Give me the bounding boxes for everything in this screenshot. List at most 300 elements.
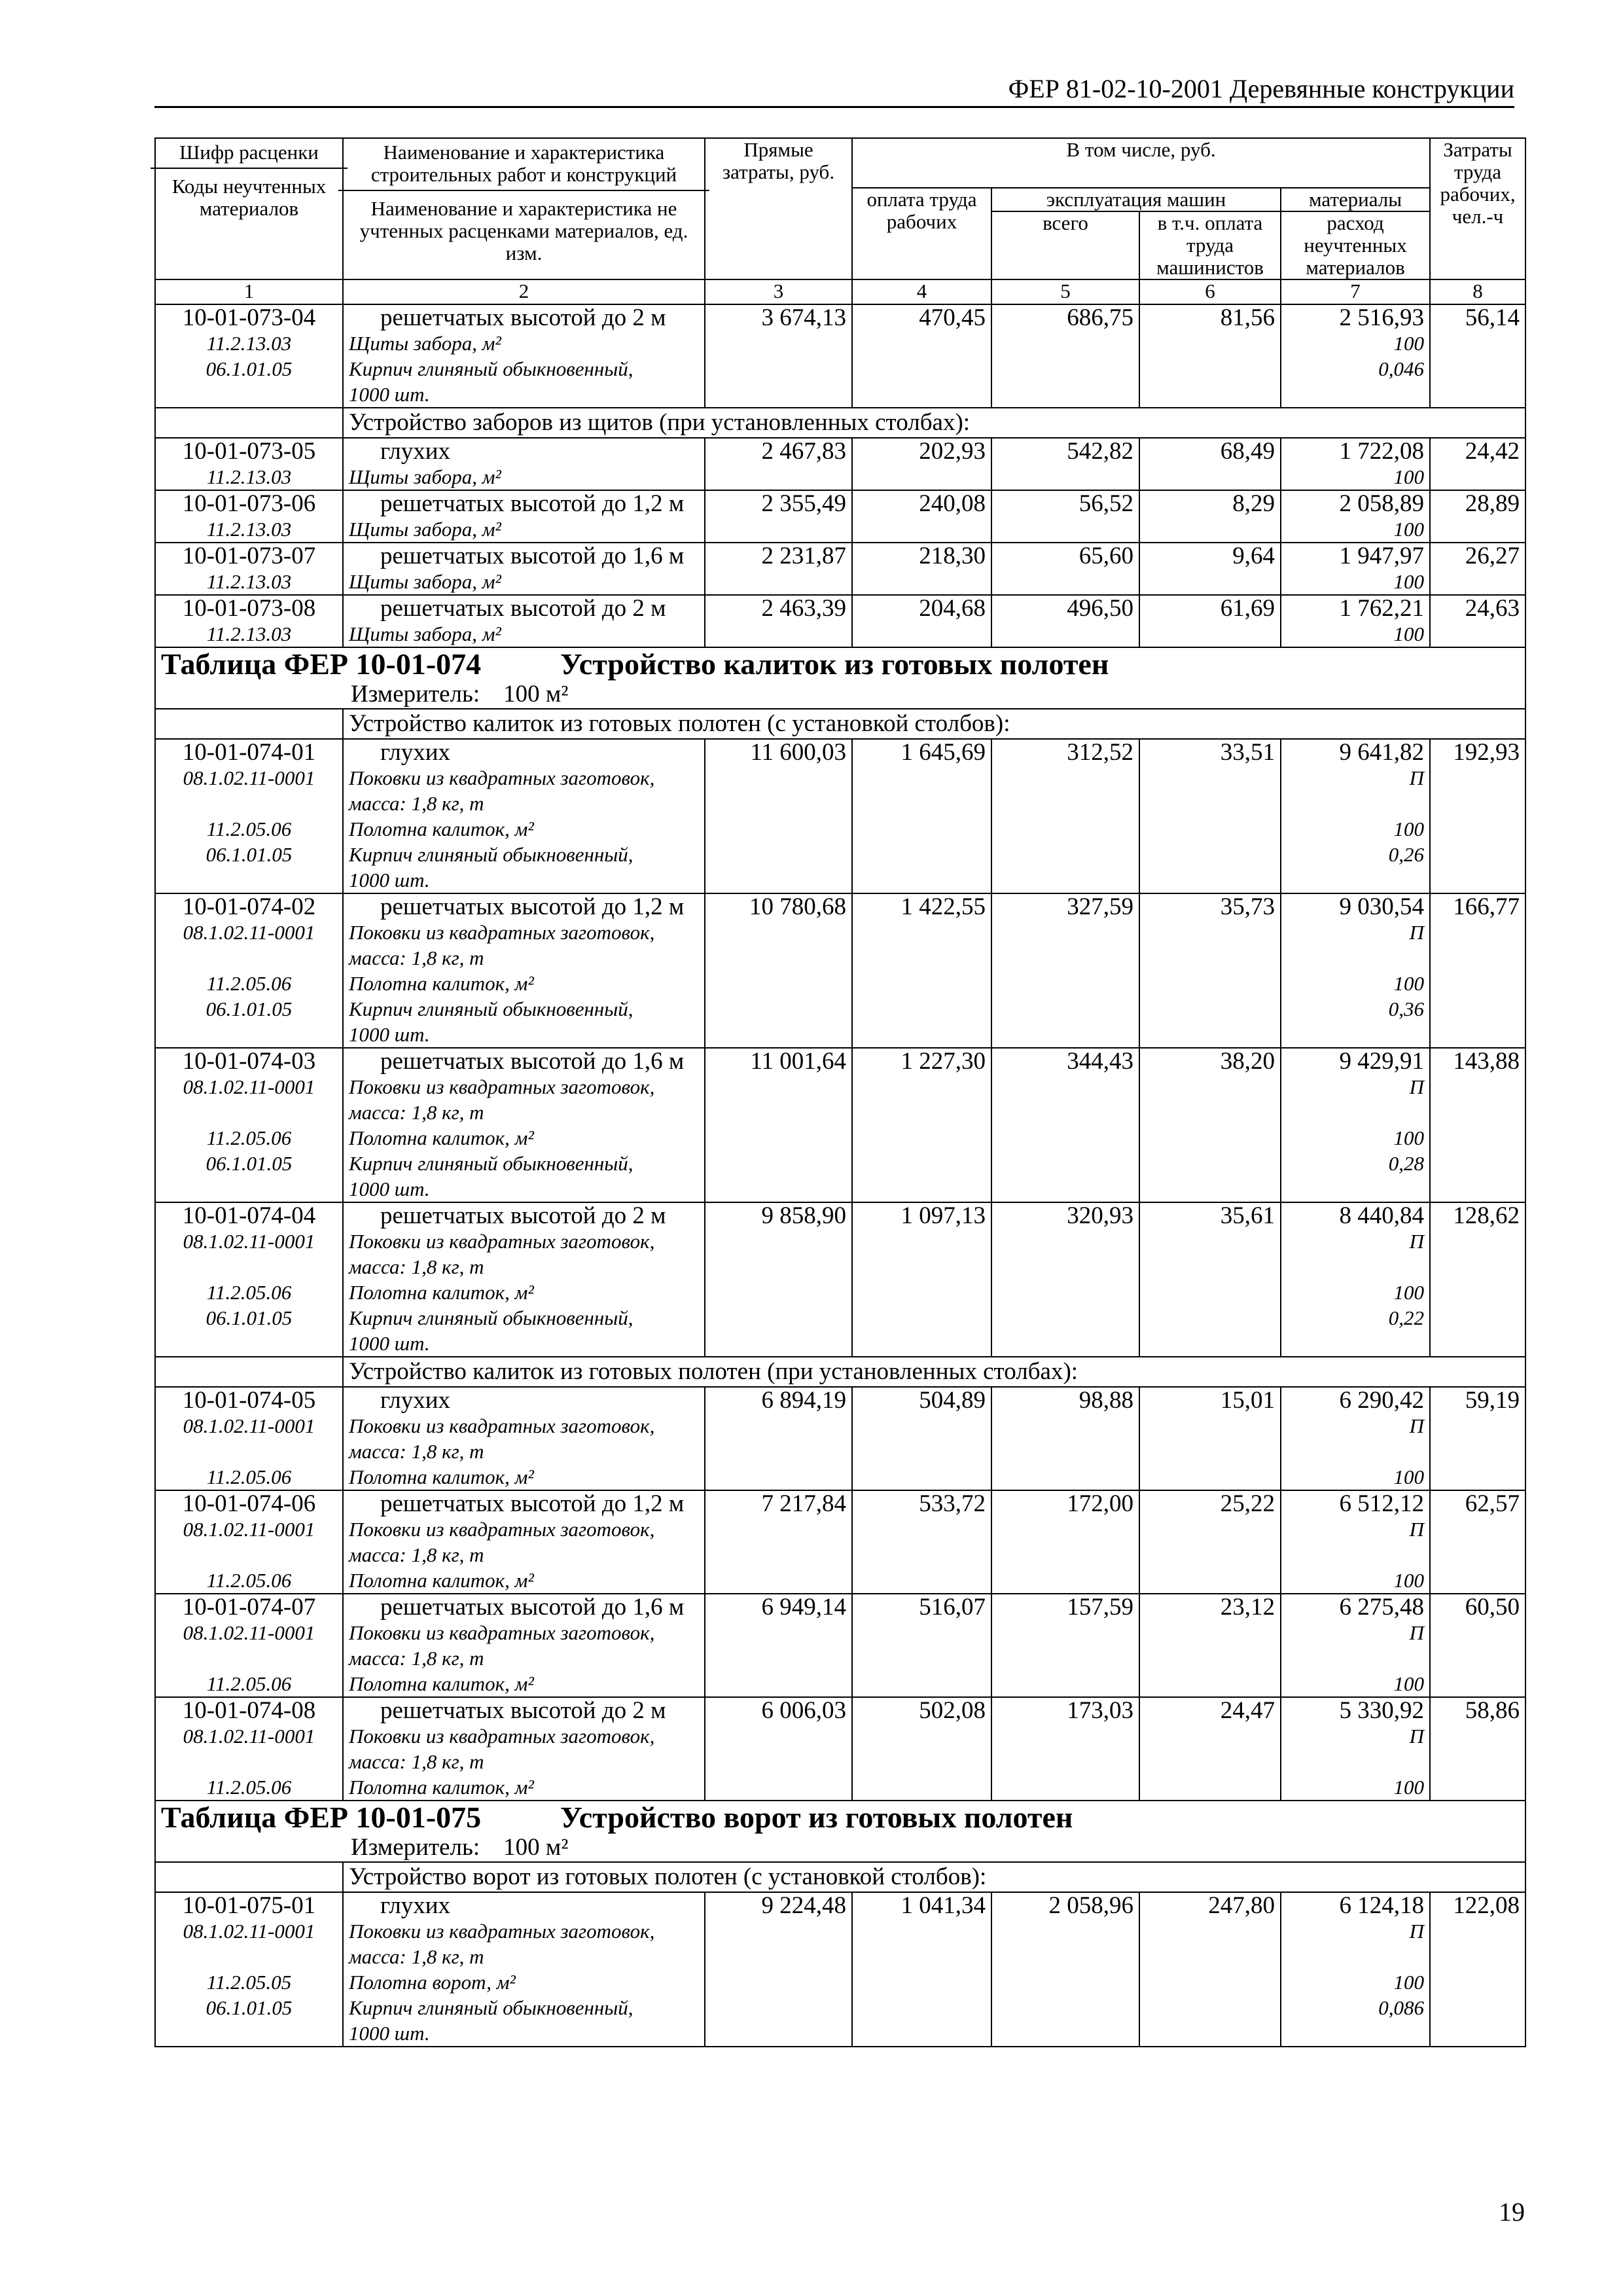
header-shifr: Шифр расценки — [151, 139, 348, 169]
wage-cost-cell — [852, 1697, 991, 1801]
rate-name: глухих — [380, 438, 451, 465]
rate-code-cell — [155, 1892, 343, 2047]
column-number: 5 — [991, 279, 1139, 304]
material-code — [161, 1645, 337, 1671]
material-qty — [1287, 1100, 1424, 1125]
machines-wage-cost-cell — [1139, 438, 1281, 490]
material-qty: П — [1409, 1518, 1425, 1541]
wage-cost: 470,45 — [919, 304, 986, 331]
direct-cost-cell — [705, 1048, 852, 1202]
note-spacer — [155, 1862, 343, 1892]
table-header — [155, 138, 1525, 304]
material-code — [161, 791, 337, 816]
rate-row — [155, 1697, 1525, 1801]
material-qty: 100 — [1393, 1281, 1425, 1304]
direct-cost: 6 894,19 — [761, 1387, 846, 1414]
material-code: 11.2.05.06 — [206, 1569, 292, 1592]
labor-hours: 24,42 — [1465, 438, 1520, 465]
rate-name-cell — [343, 1387, 705, 1490]
machines-wage-cost: 24,47 — [1220, 1697, 1275, 1724]
rate-name-cell — [343, 490, 705, 543]
material-name: масса: 1,8 кг, т — [349, 1750, 484, 1773]
rates-table — [154, 137, 1526, 2047]
wage-cost: 240,08 — [919, 490, 986, 517]
material-code: 11.2.13.03 — [206, 570, 292, 593]
rate-row — [155, 1202, 1525, 1357]
header-machines: эксплуатация машин — [991, 188, 1281, 211]
labor-hours: 58,86 — [1465, 1697, 1520, 1724]
measure-cell — [155, 1834, 1525, 1862]
material-code: 11.2.05.06 — [206, 1126, 292, 1149]
machines-cost: 2 058,96 — [1048, 1892, 1133, 1919]
direct-cost: 7 217,84 — [761, 1490, 846, 1517]
header-direct: Прямые затраты, руб. — [705, 138, 852, 279]
rate-name: глухих — [380, 1892, 451, 1919]
wage-cost: 504,89 — [919, 1387, 986, 1414]
materials-cost: 1 947,97 — [1339, 543, 1425, 569]
rate-code-cell — [155, 1697, 343, 1801]
material-qty: 100 — [1393, 817, 1425, 840]
machines-wage-cost-cell — [1139, 1490, 1281, 1594]
rate-name-cell — [343, 1490, 705, 1594]
rate-row — [155, 893, 1525, 1048]
labor-cell — [1430, 739, 1525, 893]
rate-code-cell — [155, 1594, 343, 1697]
wage-cost: 218,30 — [919, 543, 986, 569]
direct-cost-cell — [705, 438, 852, 490]
material-name: Поковки из квадратных заготовок, — [349, 921, 655, 944]
material-qty — [1287, 1749, 1424, 1774]
material-name: Кирпич глиняный обыкновенный, — [349, 997, 633, 1020]
machines-wage-cost: 23,12 — [1220, 1594, 1275, 1621]
wage-cost-cell — [852, 304, 991, 408]
direct-cost-cell — [705, 739, 852, 893]
direct-cost: 2 231,87 — [761, 543, 846, 569]
labor-hours: 166,77 — [1453, 893, 1520, 920]
machines-cost-cell — [991, 1697, 1139, 1801]
direct-cost-cell — [705, 1202, 852, 1357]
rate-name: решетчатых высотой до 1,2 м — [380, 1490, 685, 1517]
material-code — [161, 1439, 337, 1464]
labor-hours: 56,14 — [1465, 304, 1520, 331]
wage-cost: 1 041,34 — [901, 1892, 986, 1919]
measure-row — [155, 681, 1525, 709]
section-note — [343, 1862, 1525, 1892]
materials-cell — [1281, 543, 1430, 595]
labor-hours: 143,88 — [1453, 1048, 1520, 1075]
labor-cell — [1430, 438, 1525, 490]
machines-cost: 98,88 — [1079, 1387, 1133, 1414]
rate-name-cell — [343, 543, 705, 595]
material-name: масса: 1,8 кг, т — [349, 1647, 484, 1670]
rate-row — [155, 1594, 1525, 1697]
material-name: Полотна калиток, м² — [349, 1569, 534, 1592]
section-note — [343, 408, 1525, 438]
materials-cell — [1281, 304, 1430, 408]
material-code — [161, 1331, 337, 1356]
machines-wage-cost: 35,61 — [1220, 1202, 1275, 1229]
material-qty: 100 — [1393, 1465, 1425, 1488]
machines-cost: 172,00 — [1067, 1490, 1133, 1517]
rate-name: решетчатых высотой до 2 м — [380, 595, 666, 622]
machines-wage-cost-cell — [1139, 490, 1281, 543]
material-name: Полотна калиток, м² — [349, 1672, 534, 1695]
labor-cell — [1430, 1594, 1525, 1697]
rate-code: 10-01-074-08 — [182, 1697, 316, 1724]
direct-cost-cell — [705, 490, 852, 543]
materials-cost: 1 762,21 — [1339, 595, 1425, 622]
header-names — [343, 138, 705, 279]
labor-cell — [1430, 490, 1525, 543]
machines-cost: 344,43 — [1067, 1048, 1133, 1075]
material-code — [161, 1944, 337, 1969]
labor-hours: 26,27 — [1465, 543, 1520, 569]
material-qty: 100 — [1393, 1672, 1425, 1695]
material-code: 11.2.13.03 — [206, 622, 292, 645]
material-qty: П — [1409, 1414, 1425, 1437]
rate-name: глухих — [380, 1387, 451, 1414]
rate-code: 10-01-074-05 — [182, 1387, 316, 1414]
section-note — [343, 709, 1525, 739]
materials-cell — [1281, 1048, 1430, 1202]
rate-name-cell — [343, 1202, 705, 1357]
material-name: масса: 1,8 кг, т — [349, 1101, 484, 1124]
material-code: 08.1.02.11-0001 — [183, 1920, 315, 1943]
measure-label: Измеритель: — [351, 1834, 480, 1861]
direct-cost: 11 001,64 — [750, 1048, 846, 1075]
note-spacer — [155, 1357, 343, 1387]
rate-row — [155, 1892, 1525, 2047]
material-code: 11.2.05.06 — [206, 1465, 292, 1488]
material-code: 06.1.01.05 — [205, 843, 293, 866]
rate-name-cell — [343, 893, 705, 1048]
material-qty: П — [1409, 1725, 1425, 1748]
wage-cost-cell — [852, 490, 991, 543]
material-name: Щиты забора, м² — [349, 332, 501, 355]
rate-row — [155, 543, 1525, 595]
machines-cost-cell — [991, 304, 1139, 408]
rate-code-cell — [155, 438, 343, 490]
table-code: Таблица ФЕР 10-01-075 — [161, 1801, 482, 1834]
machines-cost: 542,82 — [1067, 438, 1133, 465]
rate-name: решетчатых высотой до 2 м — [380, 1697, 666, 1724]
machines-cost: 56,52 — [1079, 490, 1133, 517]
rate-code-cell — [155, 1048, 343, 1202]
rate-row — [155, 438, 1525, 490]
machines-cost: 686,75 — [1067, 304, 1133, 331]
section-note-text: Устройство калиток из готовых полотен (при установленных столбах): — [349, 1358, 1079, 1385]
table-heading-row — [155, 1801, 1525, 1834]
labor-hours: 28,89 — [1465, 490, 1520, 517]
wage-cost-cell — [852, 739, 991, 893]
material-code — [161, 1022, 337, 1047]
material-code: 06.1.01.05 — [205, 357, 293, 380]
section-note-text: Устройство калиток из готовых полотен (с установкой столбов): — [349, 710, 1010, 737]
wage-cost: 502,08 — [919, 1697, 986, 1724]
column-number: 6 — [1139, 279, 1281, 304]
materials-cost: 2 058,89 — [1339, 490, 1425, 517]
machines-cost-cell — [991, 1202, 1139, 1357]
material-qty: П — [1409, 1230, 1425, 1253]
material-qty — [1287, 2020, 1424, 2046]
rate-row — [155, 1387, 1525, 1490]
material-qty: П — [1409, 1621, 1425, 1644]
direct-cost-cell — [705, 1892, 852, 2047]
rate-code: 10-01-074-04 — [182, 1202, 316, 1229]
material-qty — [1287, 1254, 1424, 1280]
machines-cost-cell — [991, 438, 1139, 490]
wage-cost: 202,93 — [919, 438, 986, 465]
labor-cell — [1430, 1697, 1525, 1801]
labor-cell — [1430, 543, 1525, 595]
rate-code-cell — [155, 1202, 343, 1357]
material-code — [161, 1254, 337, 1280]
wage-cost: 1 645,69 — [901, 739, 986, 766]
material-name: Поковки из квадратных заготовок, — [349, 1414, 655, 1437]
material-name: Щиты забора, м² — [349, 570, 501, 593]
header-codes: Коды неучтенных материалов — [171, 175, 327, 220]
rate-code-cell — [155, 1387, 343, 1490]
machines-wage-cost: 25,22 — [1220, 1490, 1275, 1517]
machines-wage-cost-cell — [1139, 543, 1281, 595]
material-qty — [1287, 1944, 1424, 1969]
rate-code-cell — [155, 1490, 343, 1594]
labor-cell — [1430, 595, 1525, 647]
machines-wage-cost-cell — [1139, 739, 1281, 893]
material-name: 1000 шт. — [349, 869, 430, 891]
material-name: масса: 1,8 кг, т — [349, 792, 484, 815]
note-spacer — [155, 709, 343, 739]
rate-row — [155, 1490, 1525, 1594]
machines-wage-cost: 33,51 — [1220, 739, 1275, 766]
rate-code: 10-01-073-07 — [182, 543, 316, 569]
rate-name: решетчатых высотой до 2 м — [380, 1202, 666, 1229]
rate-name-cell — [343, 1892, 705, 2047]
machines-wage-cost-cell — [1139, 1387, 1281, 1490]
material-qty: 100 — [1393, 570, 1425, 593]
material-code: 11.2.05.06 — [206, 1776, 292, 1799]
rate-code-cell — [155, 893, 343, 1048]
material-name: Кирпич глиняный обыкновенный, — [349, 357, 633, 380]
material-qty — [1287, 1645, 1424, 1671]
material-qty: 100 — [1393, 622, 1425, 645]
direct-cost: 2 463,39 — [761, 595, 846, 622]
direct-cost: 2 467,83 — [761, 438, 846, 465]
material-name: Кирпич глиняный обыкновенный, — [349, 843, 633, 866]
material-name: 1000 шт. — [349, 2022, 430, 2045]
material-code: 11.2.05.05 — [206, 1971, 292, 1994]
wage-cost-cell — [852, 438, 991, 490]
machines-wage-cost: 68,49 — [1220, 438, 1275, 465]
material-code — [161, 945, 337, 971]
materials-cell — [1281, 1594, 1430, 1697]
table-body — [155, 304, 1525, 2047]
material-qty: 100 — [1393, 332, 1425, 355]
wage-cost-cell — [852, 1490, 991, 1594]
materials-cell — [1281, 893, 1430, 1048]
rate-row — [155, 595, 1525, 647]
rate-code-cell — [155, 739, 343, 893]
materials-cost: 9 030,54 — [1339, 893, 1425, 920]
wage-cost: 204,68 — [919, 595, 986, 622]
direct-cost-cell — [705, 1387, 852, 1490]
rate-code-cell — [155, 595, 343, 647]
machines-cost-cell — [991, 1048, 1139, 1202]
section-note-row — [155, 1357, 1525, 1387]
wage-cost-cell — [852, 1387, 991, 1490]
section-note-row — [155, 709, 1525, 739]
material-code: 06.1.01.05 — [205, 997, 293, 1020]
material-code — [161, 1176, 337, 1202]
wage-cost-cell — [852, 1892, 991, 2047]
machines-cost: 496,50 — [1067, 595, 1133, 622]
wage-cost-cell — [852, 595, 991, 647]
material-code: 06.1.01.05 — [205, 1996, 293, 2019]
header-name-bottom: Наименование и характеристика не учтенных расценками материалов, ед. изм. — [359, 197, 688, 264]
material-name: Полотна калиток, м² — [349, 1281, 534, 1304]
rate-code: 10-01-074-06 — [182, 1490, 316, 1517]
machines-cost: 327,59 — [1067, 893, 1133, 920]
material-qty: П — [1409, 921, 1425, 944]
page-number: 19 — [1499, 2197, 1525, 2227]
material-name: 1000 шт. — [349, 1332, 430, 1355]
direct-cost: 6 006,03 — [761, 1697, 846, 1724]
materials-cell — [1281, 1202, 1430, 1357]
direct-cost: 6 949,14 — [761, 1594, 846, 1621]
material-code: 11.2.13.03 — [206, 332, 292, 355]
note-spacer — [155, 408, 343, 438]
materials-cell — [1281, 739, 1430, 893]
measure-unit: 100 м² — [503, 1834, 569, 1861]
material-name: Поковки из квадратных заготовок, — [349, 1920, 655, 1943]
rate-name: решетчатых высотой до 1,6 м — [380, 1048, 685, 1075]
measure-row — [155, 1834, 1525, 1862]
rate-name-cell — [343, 438, 705, 490]
column-number: 4 — [852, 279, 991, 304]
machines-cost-cell — [991, 1892, 1139, 2047]
direct-cost-cell — [705, 595, 852, 647]
material-qty: 0,046 — [1378, 357, 1425, 380]
rate-code: 10-01-073-06 — [182, 490, 316, 517]
direct-cost-cell — [705, 1594, 852, 1697]
table-heading — [155, 1801, 1525, 1834]
material-name: Полотна калиток, м² — [349, 1776, 534, 1799]
column-number: 2 — [343, 279, 705, 304]
material-name: Полотна калиток, м² — [349, 1465, 534, 1488]
machines-cost-cell — [991, 490, 1139, 543]
machines-cost: 320,93 — [1067, 1202, 1133, 1229]
material-qty: 100 — [1393, 1126, 1425, 1149]
material-code: 11.2.13.03 — [206, 518, 292, 541]
machines-wage-cost-cell — [1139, 893, 1281, 1048]
table-title: Устройство калиток из готовых полотен — [560, 647, 1109, 681]
materials-cell — [1281, 438, 1430, 490]
rate-name: решетчатых высотой до 2 м — [380, 304, 666, 331]
labor-hours: 122,08 — [1453, 1892, 1520, 1919]
machines-wage-cost: 38,20 — [1220, 1048, 1275, 1075]
rate-code: 10-01-073-05 — [182, 438, 316, 465]
material-qty — [1287, 1176, 1424, 1202]
direct-cost: 9 224,48 — [761, 1892, 846, 1919]
machines-wage-cost: 81,56 — [1220, 304, 1275, 331]
material-name: масса: 1,8 кг, т — [349, 1255, 484, 1278]
rate-row — [155, 304, 1525, 408]
materials-cost: 6 275,48 — [1339, 1594, 1425, 1621]
material-code: 11.2.05.06 — [206, 972, 292, 995]
material-qty — [1287, 945, 1424, 971]
materials-cost: 1 722,08 — [1339, 438, 1425, 465]
material-name: Поковки из квадратных заготовок, — [349, 1621, 655, 1644]
machines-cost-cell — [991, 1387, 1139, 1490]
rate-code-cell — [155, 543, 343, 595]
material-qty — [1287, 791, 1424, 816]
machines-wage-cost: 15,01 — [1220, 1387, 1275, 1414]
material-qty — [1287, 1439, 1424, 1464]
material-code: 08.1.02.11-0001 — [183, 1621, 315, 1644]
direct-cost: 9 858,90 — [761, 1202, 846, 1229]
direct-cost-cell — [705, 1490, 852, 1594]
material-name: Полотна калиток, м² — [349, 817, 534, 840]
materials-cost: 9 429,91 — [1339, 1048, 1425, 1075]
wage-cost-cell — [852, 1202, 991, 1357]
material-qty: П — [1409, 1075, 1425, 1098]
section-note-row — [155, 1862, 1525, 1892]
machines-wage-cost-cell — [1139, 595, 1281, 647]
material-name: Кирпич глиняный обыкновенный, — [349, 1306, 633, 1329]
machines-wage-cost: 35,73 — [1220, 893, 1275, 920]
header-materials-sub: расход неучтенных материалов — [1281, 211, 1430, 279]
direct-cost: 11 600,03 — [750, 739, 846, 766]
materials-cell — [1281, 1490, 1430, 1594]
rate-name-cell — [343, 1697, 705, 1801]
material-code — [161, 1100, 337, 1125]
material-name: Щиты забора, м² — [349, 518, 501, 541]
header-labor: Затраты труда рабочих, чел.-ч — [1430, 138, 1525, 279]
direct-cost-cell — [705, 1697, 852, 1801]
material-name: Поковки из квадратных заготовок, — [349, 1725, 655, 1748]
column-number: 8 — [1430, 279, 1525, 304]
material-name: Поковки из квадратных заготовок, — [349, 1075, 655, 1098]
material-code: 06.1.01.05 — [205, 1306, 293, 1329]
material-name: Поковки из квадратных заготовок, — [349, 766, 655, 789]
rate-code: 10-01-073-04 — [182, 304, 316, 331]
machines-cost: 157,59 — [1067, 1594, 1133, 1621]
material-qty — [1287, 1542, 1424, 1568]
material-code — [161, 2020, 337, 2046]
direct-cost-cell — [705, 304, 852, 408]
machines-cost-cell — [991, 543, 1139, 595]
materials-cell — [1281, 1892, 1430, 2047]
rate-code: 10-01-073-08 — [182, 595, 316, 622]
material-name: Кирпич глиняный обыкновенный, — [349, 1152, 633, 1175]
material-code: 11.2.05.06 — [206, 817, 292, 840]
wage-cost-cell — [852, 893, 991, 1048]
material-qty: 0,26 — [1388, 843, 1425, 866]
rate-row — [155, 490, 1525, 543]
labor-hours: 24,63 — [1465, 595, 1520, 622]
wage-cost-cell — [852, 1594, 991, 1697]
labor-hours: 128,62 — [1453, 1202, 1520, 1229]
section-note — [343, 1357, 1525, 1387]
material-name: масса: 1,8 кг, т — [349, 1543, 484, 1566]
table-heading-row — [155, 647, 1525, 681]
material-code: 08.1.02.11-0001 — [183, 1518, 315, 1541]
material-qty: 0,086 — [1378, 1996, 1425, 2019]
materials-cell — [1281, 595, 1430, 647]
rate-name-cell — [343, 1048, 705, 1202]
column-number: 7 — [1281, 279, 1430, 304]
measure-label: Измеритель: — [351, 681, 480, 708]
